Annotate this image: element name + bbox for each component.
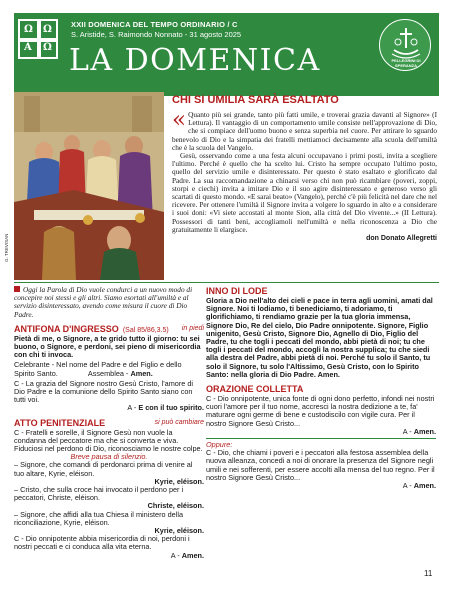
article-dropquote: «	[172, 107, 187, 133]
colletta-alt-prayer: C - Dio, che chiami i poveri e i peccatori alla festosa assemblea della nuova alleanza, concedi a noi di onorare la presenza del Signore negli umili e nei sofferenti, per essere accolti alla mensa del tuo regno. Per il nostro Signore Gesù Cristo...	[206, 448, 435, 482]
article-paragraph: Quanto più sei grande, tanto più fatti umile, e troverai grazia davanti al Signore» (I Lettura). Il vantaggio di un comportamento umile consiste nell'approvazione di Dio, che si compiace dell'uomo buono e senza superbia nel cuore. Per attirare lo sguardo benevolo di Dio e la simpatia dei fratelli mettiamoci decisamente alla scuola dell'umiltà che è la scuola del Vangelo.	[172, 110, 437, 152]
christe-invocation: – Cristo, che sulla croce hai invocato il perdono per i peccatori, Christe, eléison.	[14, 485, 184, 503]
greeting-response	[14, 404, 204, 412]
cross-logo-icon	[18, 19, 58, 59]
intro-text: Oggi la Parola di Dio vuole condurci a un nuovo modo di concepire noi stessi e gli altri. Siamo esortati all'umiltà e al servizio disinteressato, avendo come misura il cuore di Dio Padre.	[14, 285, 193, 319]
liturgical-sunday: XXII DOMENICA DEL TEMPO ORDINARIO / C	[71, 20, 238, 29]
masthead-banner	[14, 13, 439, 96]
gloria-text: Gloria a Dio nell'alto dei cieli e pace in terra agli uomini, amati dal Signore. Noi ti lodiamo, ti benediciamo, ti adoriamo, ti glorifichiamo, ti rendiamo grazie per la tua gloria immensa, Signore Dio, Re del cielo, Dio Padre onnipotente. Signore, Figlio unigenito, Gesù Cristo, Signore Dio, Agnello di Dio, Figlio del Padre, tu che togli i peccati del mondo, abbi pietà di noi; tu che togli i peccati del mondo, accogli la nostra supplica; tu che siedi alla destra del Padre, abbi pietà di noi. Perché tu solo il Santo, tu solo il Signore, tu solo l'Altissimo, Gesù Cristo, con lo Spirito Santo: nella gloria di Dio Padre. Amen.	[206, 296, 433, 379]
response-prefix: A -	[402, 426, 414, 436]
article-signature: don Donato Allegretti	[366, 235, 437, 243]
colletta-heading: ORAZIONE COLLETTA	[206, 384, 304, 395]
response-amen: Amen.	[181, 550, 204, 560]
celebrante-line	[14, 361, 204, 377]
oppure-label: Oppure:	[206, 440, 233, 450]
absolution-text: C - Dio onnipotente abbia misericordia di noi, perdoni i nostri peccati e ci conduca alla vita eterna.	[14, 534, 190, 552]
page-number: 11	[424, 569, 433, 578]
kyrie-invocation: – Signore, che affidi alla tua Chiesa il ministero della riconciliazione, Kyrie, eléison.	[14, 509, 184, 527]
penitenziale-heading	[14, 418, 204, 428]
colletta-alt-response	[206, 482, 436, 490]
antifona-reference: (Sal 85/86,3.5)	[122, 326, 169, 334]
kyrie-response: Kyrie, eléison.	[154, 526, 204, 536]
publication-title: LA DOMENICA	[69, 43, 321, 78]
article-paragraph: Gesù, osservando come a una festa alcuni occupavano i primi posti, invita a scegliere l'ultimo. Perché è quello che ha scelto lui. Cristo ha sempre occupato l'ultimo posto, quello del servizio umile e disinteressato. Per questo è stato esaltato e glorificato dal Padre. La sua raccomandazione a chinarsi verso chi non può ricambiare (poveri, zoppi, storpi e ciechi) invita a imitare Dio e il suo agire disinteressato e generoso verso gli scartati di questo mondo. «E sarai beato» (Vangelo), perché c'è più felicità nel dare che nel ricevere. Per ottenere l'umiltà il Signore invita a volgere lo sguardo in alto e a considerare i suoi doni: «Vi siete accostati al monte Sion, alla città del Dio vivente...» (II Lettura). Possessori di tanti beni, accogliamoli nell'umiltà e nella riconoscenza a Dio che gratuitamente li elargisce.	[172, 151, 437, 234]
antifona-text: Pietà di me, o Signore, a te grido tutto il giorno: tu sei buono, o Signore, e perdoni, sei pieno di misericordia con chi ti invoca.	[14, 333, 201, 360]
colletta-response	[206, 428, 436, 436]
colletta-prayer: C - Dio onnipotente, unica fonte di ogni dono perfetto, infondi nei nostri cuori l'amore per il tuo nome, accresci la nostra dedizione a te, fa' maturare ogni germe di bene e custodiscilo con vigile cura. Per il nostro Signore Gesù Cristo...	[206, 394, 435, 428]
assemblea-text: Assemblea -	[87, 368, 131, 378]
response-prefix: A -	[127, 403, 139, 413]
assemblea-amen: Amen.	[130, 368, 153, 378]
article-body	[172, 107, 437, 243]
liturgy-intro	[14, 286, 204, 319]
right-column	[206, 286, 436, 490]
antifona-title: ANTIFONA D'INGRESSO	[14, 323, 119, 334]
greeting-text: C - La grazia del Signore nostro Gesù Cristo, l'amore di Dio Padre e la comunione dello Spirito Santo siano con tutti voi.	[14, 378, 194, 405]
gospel-painting	[14, 92, 164, 280]
logo-letter: Ω	[43, 24, 52, 35]
response-amen: Amen.	[413, 481, 436, 491]
bullet-square-icon	[14, 286, 20, 292]
christe-response: Christe, eléison.	[147, 501, 204, 511]
response-prefix: A -	[402, 481, 414, 491]
article-title: CHI SI UMILIA SARÀ ESALTATO	[172, 94, 339, 106]
logo-letter: Ω	[43, 42, 52, 53]
jubilee-logo-icon	[379, 19, 431, 71]
section-divider	[14, 282, 439, 283]
response-prefix: A -	[170, 550, 182, 560]
inno-heading: INNO DI LODE	[206, 286, 268, 296]
saints-and-date: S. Aristide, S. Raimondo Nonnato - 31 agosto 2025	[71, 30, 242, 39]
penitenziale-title: ATTO PENITENZIALE	[14, 417, 106, 428]
logo-letter: Ω	[24, 24, 33, 35]
prayer-divider	[206, 438, 436, 439]
silence-rubric: Breve pausa di silenzio.	[70, 452, 148, 462]
jubilee-label: PELLEGRINI DI SPERANZA	[391, 58, 421, 68]
absolution-response	[14, 552, 204, 560]
painting-credit: G. TREVISAN	[4, 233, 9, 262]
left-column	[14, 286, 204, 560]
antifona-note: in piedi	[181, 324, 204, 332]
penitenziale-intro: C - Fratelli e sorelle, il Signore Gesù non vuole la condanna del peccatore ma che si converta e viva. Fiduciosi nel perdono di Dio, riconosciamo le nostre colpe.	[14, 427, 203, 454]
response-text: E con il tuo spirito.	[138, 403, 204, 413]
logo-letter: A	[24, 42, 32, 53]
antifona-heading	[14, 324, 204, 334]
celebrante-text: Celebrante - Nel nome del Padre e del Figlio e dello Spirito Santo.	[14, 360, 182, 378]
kyrie-response: Kyrie, eléison.	[154, 476, 204, 486]
kyrie-invocation: – Signore, che comandi di perdonarci prima di venire al tuo altare, Kyrie, eléison.	[14, 460, 193, 478]
response-amen: Amen.	[413, 426, 436, 436]
penitenziale-note: si può cambiare	[154, 418, 204, 426]
